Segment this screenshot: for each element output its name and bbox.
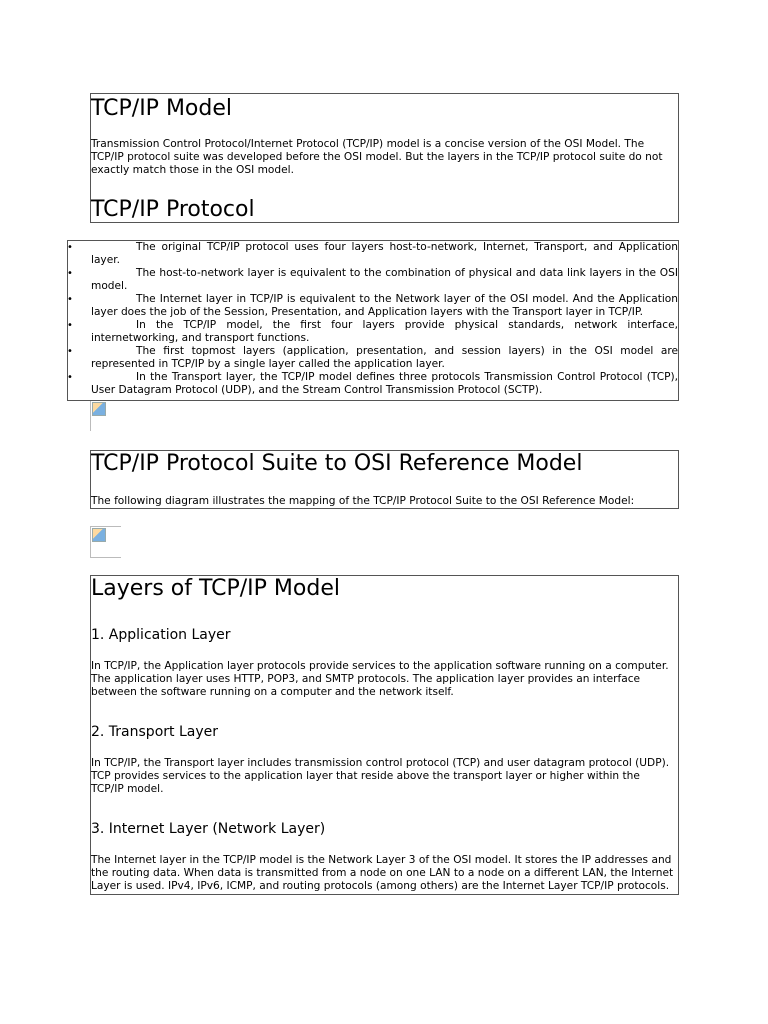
paragraph-line: In TCP/IP, the Transport layer includes transmission control protocol (TCP) and user datagram protocol (UDP).: [91, 757, 670, 769]
list-item-text: In the Transport layer, the TCP/IP model defines three protocols Transmission Control Protocol (TCP), User Datagram Protocol (UDP), and the Stream Control Transmission Protocol (SCTP).: [91, 371, 678, 396]
section-title: Layers of TCP/IP Model: [91, 576, 340, 601]
bullet-icon: •: [67, 294, 73, 305]
layer-heading: 2. Transport Layer: [91, 724, 218, 740]
layer-paragraph: [91, 757, 678, 796]
paragraph-line: The Internet layer in the TCP/IP model is the Network Layer 3 of the OSI model. It stores the IP addresses and: [91, 854, 672, 866]
layer-heading: 1. Application Layer: [91, 627, 231, 643]
paragraph-line: Layer is used. IPv4, IPv6, ICMP, and routing protocols (among others) are the Internet Layer TCP/IP protocols.: [91, 880, 670, 892]
protocol-title: TCP/IP Protocol: [91, 197, 255, 222]
list-item-text: The first topmost layers (application, presentation, and session layers) in the OSI model are represented in TCP/IP by a single layer called the application layer.: [91, 345, 678, 370]
layer-paragraph: [91, 854, 678, 893]
layer-block-internet: [91, 820, 678, 893]
list-item: [68, 319, 678, 345]
intro-line: TCP/IP protocol suite was developed before the OSI model. But the layers in the TCP/IP protocol suite do not: [91, 151, 663, 163]
diagram-image-placeholder: [90, 526, 121, 558]
list-item: [68, 371, 678, 397]
osi-mapping-section: [90, 450, 679, 509]
bullet-icon: •: [67, 242, 73, 253]
layer-heading: 3. Internet Layer (Network Layer): [91, 821, 326, 837]
list-item-text: In the TCP/IP model, the first four layers provide physical standards, network interface, internetworking, and transport functions.: [91, 319, 678, 344]
list-item-text: The original TCP/IP protocol uses four layers host-to-network, Internet, Transport, and Application layer.: [91, 241, 678, 266]
bullet-icon: •: [67, 346, 73, 357]
layer-block-transport: [91, 723, 678, 796]
protocol-list-box: [67, 240, 679, 401]
tcp-ip-model-section: [90, 93, 679, 223]
intro-line: exactly match those in the OSI model.: [91, 164, 294, 176]
layer-paragraph: [91, 660, 678, 699]
bullet-icon: •: [67, 372, 73, 383]
list-item-text: The host-to-network layer is equivalent to the combination of physical and data link layers in the OSI model.: [91, 267, 678, 292]
paragraph-line: TCP/IP model.: [91, 783, 164, 795]
paragraph-line: the routing data. When data is transmitted from a node on one LAN to a node on a different LAN, the Internet: [91, 867, 674, 879]
section-text: The following diagram illustrates the mapping of the TCP/IP Protocol Suite to the OSI Reference Model:: [91, 495, 635, 507]
paragraph-line: TCP provides services to the application layer that reside above the transport layer or higher within the: [91, 770, 640, 782]
bullet-icon: •: [67, 268, 73, 279]
paragraph-line: The application layer uses HTTP, POP3, and SMTP protocols. The application layer provides an interface: [91, 673, 641, 685]
broken-image-placeholder: [90, 401, 121, 431]
intro-line: Transmission Control Protocol/Internet Protocol (TCP/IP) model is a concise version of the OSI Model. The: [91, 138, 645, 150]
layer-block-application: [91, 626, 678, 699]
list-item-text: The Internet layer in TCP/IP is equivalent to the Network layer of the OSI model. And the Application layer does the job of the Session, Presentation, and Application layers with the Transport layer in TCP/IP.: [91, 293, 678, 318]
section-title: TCP/IP Model: [91, 96, 232, 121]
list-item: [68, 241, 678, 267]
paragraph-line: In TCP/IP, the Application layer protocols provide services to the application software running on a computer.: [91, 660, 669, 672]
list-item: [68, 345, 678, 371]
section-title: TCP/IP Protocol Suite to OSI Reference Model: [91, 451, 583, 476]
list-item: [68, 293, 678, 319]
protocol-list: [68, 241, 678, 397]
broken-image-icon: [92, 402, 106, 416]
layers-section: [90, 575, 679, 895]
list-item: [68, 267, 678, 293]
bullet-icon: •: [67, 320, 73, 331]
intro-paragraph: [91, 138, 677, 177]
paragraph-line: between the software running on a computer and the network itself.: [91, 686, 454, 698]
broken-image-icon: [92, 528, 106, 542]
